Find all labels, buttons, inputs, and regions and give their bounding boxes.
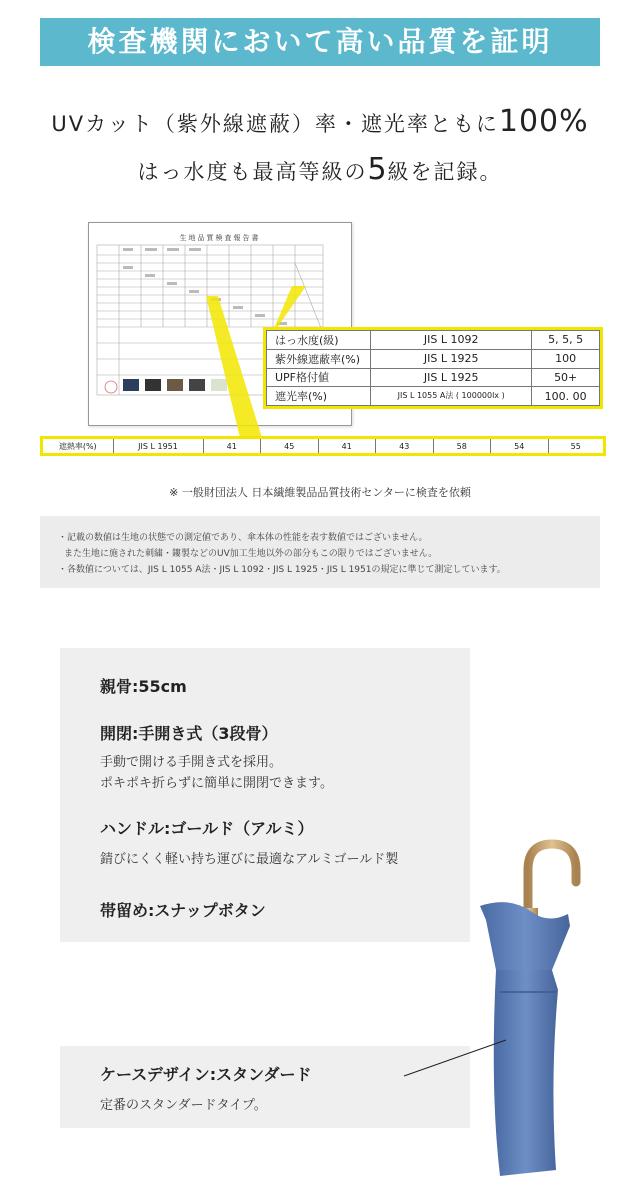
spec-handle-heading: ハンドル:ゴールド（アルミ） [100, 819, 314, 838]
report-title: 生地品質検査報告書 [179, 234, 261, 242]
strip-value: 41 [318, 439, 376, 453]
strip-value: 58 [433, 439, 491, 453]
case-heading: ケースデザイン:スタンダード [100, 1065, 312, 1084]
spec-handle-desc: 錆びにくく軽い持ち運びに最適なアルミゴールド製 [100, 852, 399, 867]
row-value: 50+ [532, 368, 600, 387]
headline-water-post: 級を記録。 [387, 160, 503, 184]
disclaimer-line: また生地に施された刺繍・鏤製などのUV加工生地以外の部分もこの限りではございません。 [64, 549, 438, 559]
row-label: 紫外線遮蔽率(%) [267, 349, 371, 368]
row-method: JIS L 1925 [371, 368, 532, 387]
headline-water-pre: はっ水度も最高等級の [137, 160, 368, 184]
row-value: 100 [532, 349, 600, 368]
row-value: 100. 00 [532, 387, 600, 406]
strip-value: 45 [261, 439, 319, 453]
row-method: JIS L 1055 A法 ( 100000lx ) [371, 387, 532, 406]
row-label: はっ水度(級) [267, 331, 371, 350]
row-label: 遮光率(%) [267, 387, 371, 406]
spec-open-desc: 手動で開ける手開き式を採用。 [100, 755, 283, 770]
strip-label: 遮熱率(%) [43, 439, 113, 453]
disclaimer-line: ・各数値については、JIS L 1055 A法・JIS L 1092・JIS L 1925・JIS L 1951の規定に準じて測定しています。 [58, 565, 506, 575]
strip-value: 43 [376, 439, 434, 453]
row-method: JIS L 1925 [371, 349, 532, 368]
headline-uv-value: 100% [498, 104, 589, 139]
headline-water-value: 5 [367, 152, 388, 187]
row-label: UPF格付値 [267, 368, 371, 387]
spec-strap: 帯留め:スナップボタン [100, 901, 266, 920]
inspection-note: ※ 一般財団法人 日本繊維製品品質技術センターに検査を依頼 [169, 486, 471, 499]
strip-method: JIS L 1951 [113, 439, 203, 453]
row-method: JIS L 1092 [371, 331, 532, 350]
strip-value: 54 [491, 439, 549, 453]
headline-uv-text: UVカット（紫外線遮蔽）率・遮光率ともに [51, 112, 499, 136]
row-value: 5, 5, 5 [532, 331, 600, 350]
strip-value: 55 [570, 441, 581, 451]
strip-value: 41 [203, 439, 261, 453]
case-desc: 定番のスタンダードタイプ。 [100, 1098, 267, 1113]
spec-open-desc: ポキポキ折らずに簡単に開閉できます。 [100, 776, 333, 791]
disclaimer-line: ・記載の数値は生地の状態での測定値であり、傘本体の性能を表す数値ではございません。 [58, 533, 428, 543]
spec-open-heading: 開閉:手開き式（3段骨） [100, 724, 278, 743]
spec-rib: 親骨:55cm [100, 677, 187, 696]
section-banner: 検査機関において高い品質を証明 [40, 18, 600, 66]
